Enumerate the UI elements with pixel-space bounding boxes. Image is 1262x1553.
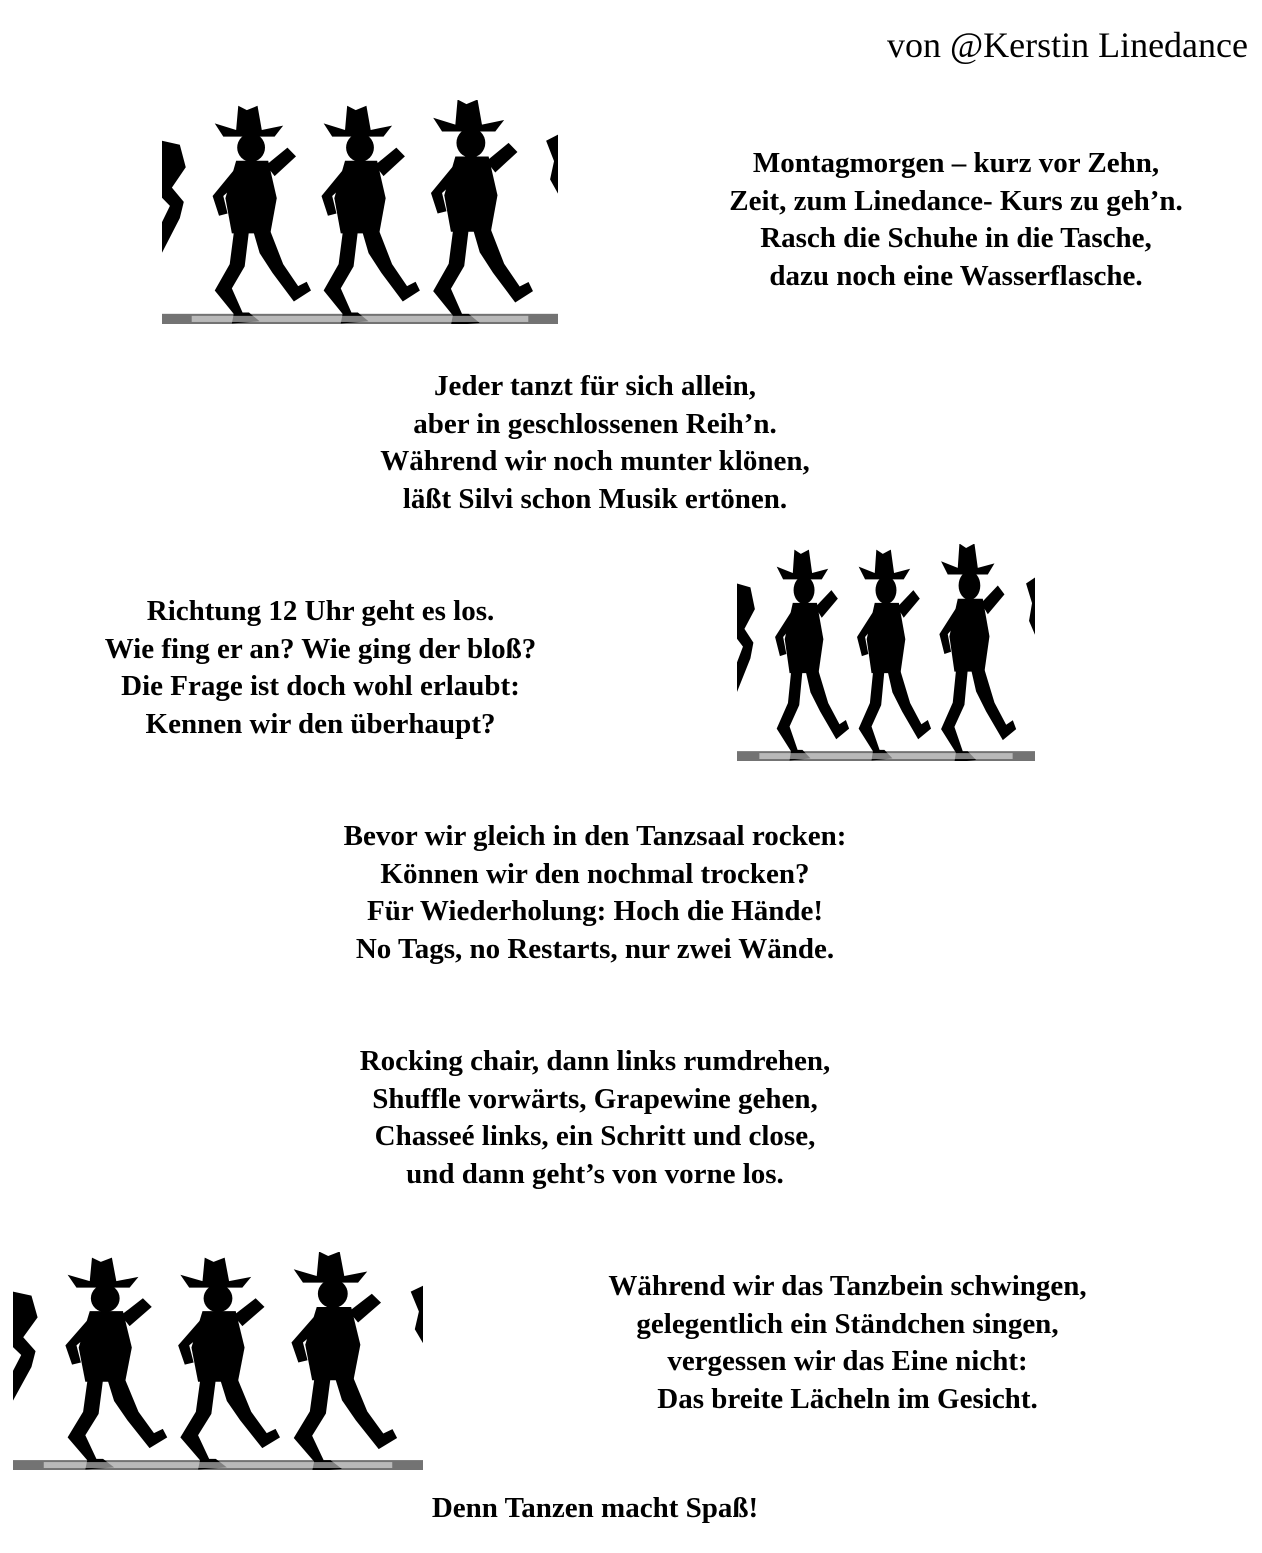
author-credit: von @Kerstin Linedance [886,25,1248,65]
stanza-line: Wie fing er an? Wie ging der bloß? [104,632,537,665]
stanza-line: Können wir den nochmal trocken? [380,857,810,890]
stanza-line: vergessen wir das Eine nicht: [667,1345,1028,1377]
line-dancers-silhouette-icon [737,544,1035,761]
stanza-line: Für Wiederholung: Hoch die Hände! [367,895,823,927]
stanza-line: Kennen wir den überhaupt? [145,707,496,740]
stanza-line: Während wir das Tanzbein schwingen, [608,1270,1087,1302]
stanza-line: läßt Silvi schon Musik ertönen. [402,482,788,515]
stanza-6 [560,1268,1135,1418]
stanza-line: Während wir noch munter klönen, [380,445,810,477]
stanza-3 [68,593,573,743]
stanza-line: Bevor wir gleich in den Tanzsaal rocken: [343,820,847,852]
stanza-2 [295,368,895,518]
stanza-line: Rocking chair, dann links rumdrehen, [359,1045,831,1077]
closing-line: Denn Tanzen macht Spaß! [431,1492,759,1524]
stanza-line: Zeit, zum Linedance- Kurs zu geh’n. [729,184,1183,217]
stanza-5 [295,1043,895,1193]
stanza-line: dazu noch eine Wasserflasche. [769,259,1143,292]
stanza-line: und dann geht’s von vorne los. [406,1157,784,1190]
stanza-line: Chasseé links, ein Schritt und close, [374,1120,816,1152]
stanza-line: Shuffle vorwärts, Grapewine gehen, [372,1082,818,1115]
stanza-4 [285,818,905,968]
stanza-line: aber in geschlossenen Reih’n. [413,407,777,440]
stanza-line: gelegentlich ein Ständchen singen, [636,1307,1059,1340]
stanza-1 [676,145,1236,295]
line-dancers-silhouette-icon [162,100,558,324]
stanza-line: Das breite Lächeln im Gesicht. [657,1382,1038,1415]
stanza-line: Montagmorgen – kurz vor Zehn, [752,147,1160,179]
stanza-line: Jeder tanzt für sich allein, [434,370,756,402]
line-dancers-silhouette-icon [13,1252,423,1470]
stanza-line: No Tags, no Restarts, nur zwei Wände. [355,932,835,965]
stanza-line: Richtung 12 Uhr geht es los. [146,595,495,627]
stanza-line: Die Frage ist doch wohl erlaubt: [121,670,520,702]
stanza-line: Rasch die Schuhe in die Tasche, [760,222,1152,254]
